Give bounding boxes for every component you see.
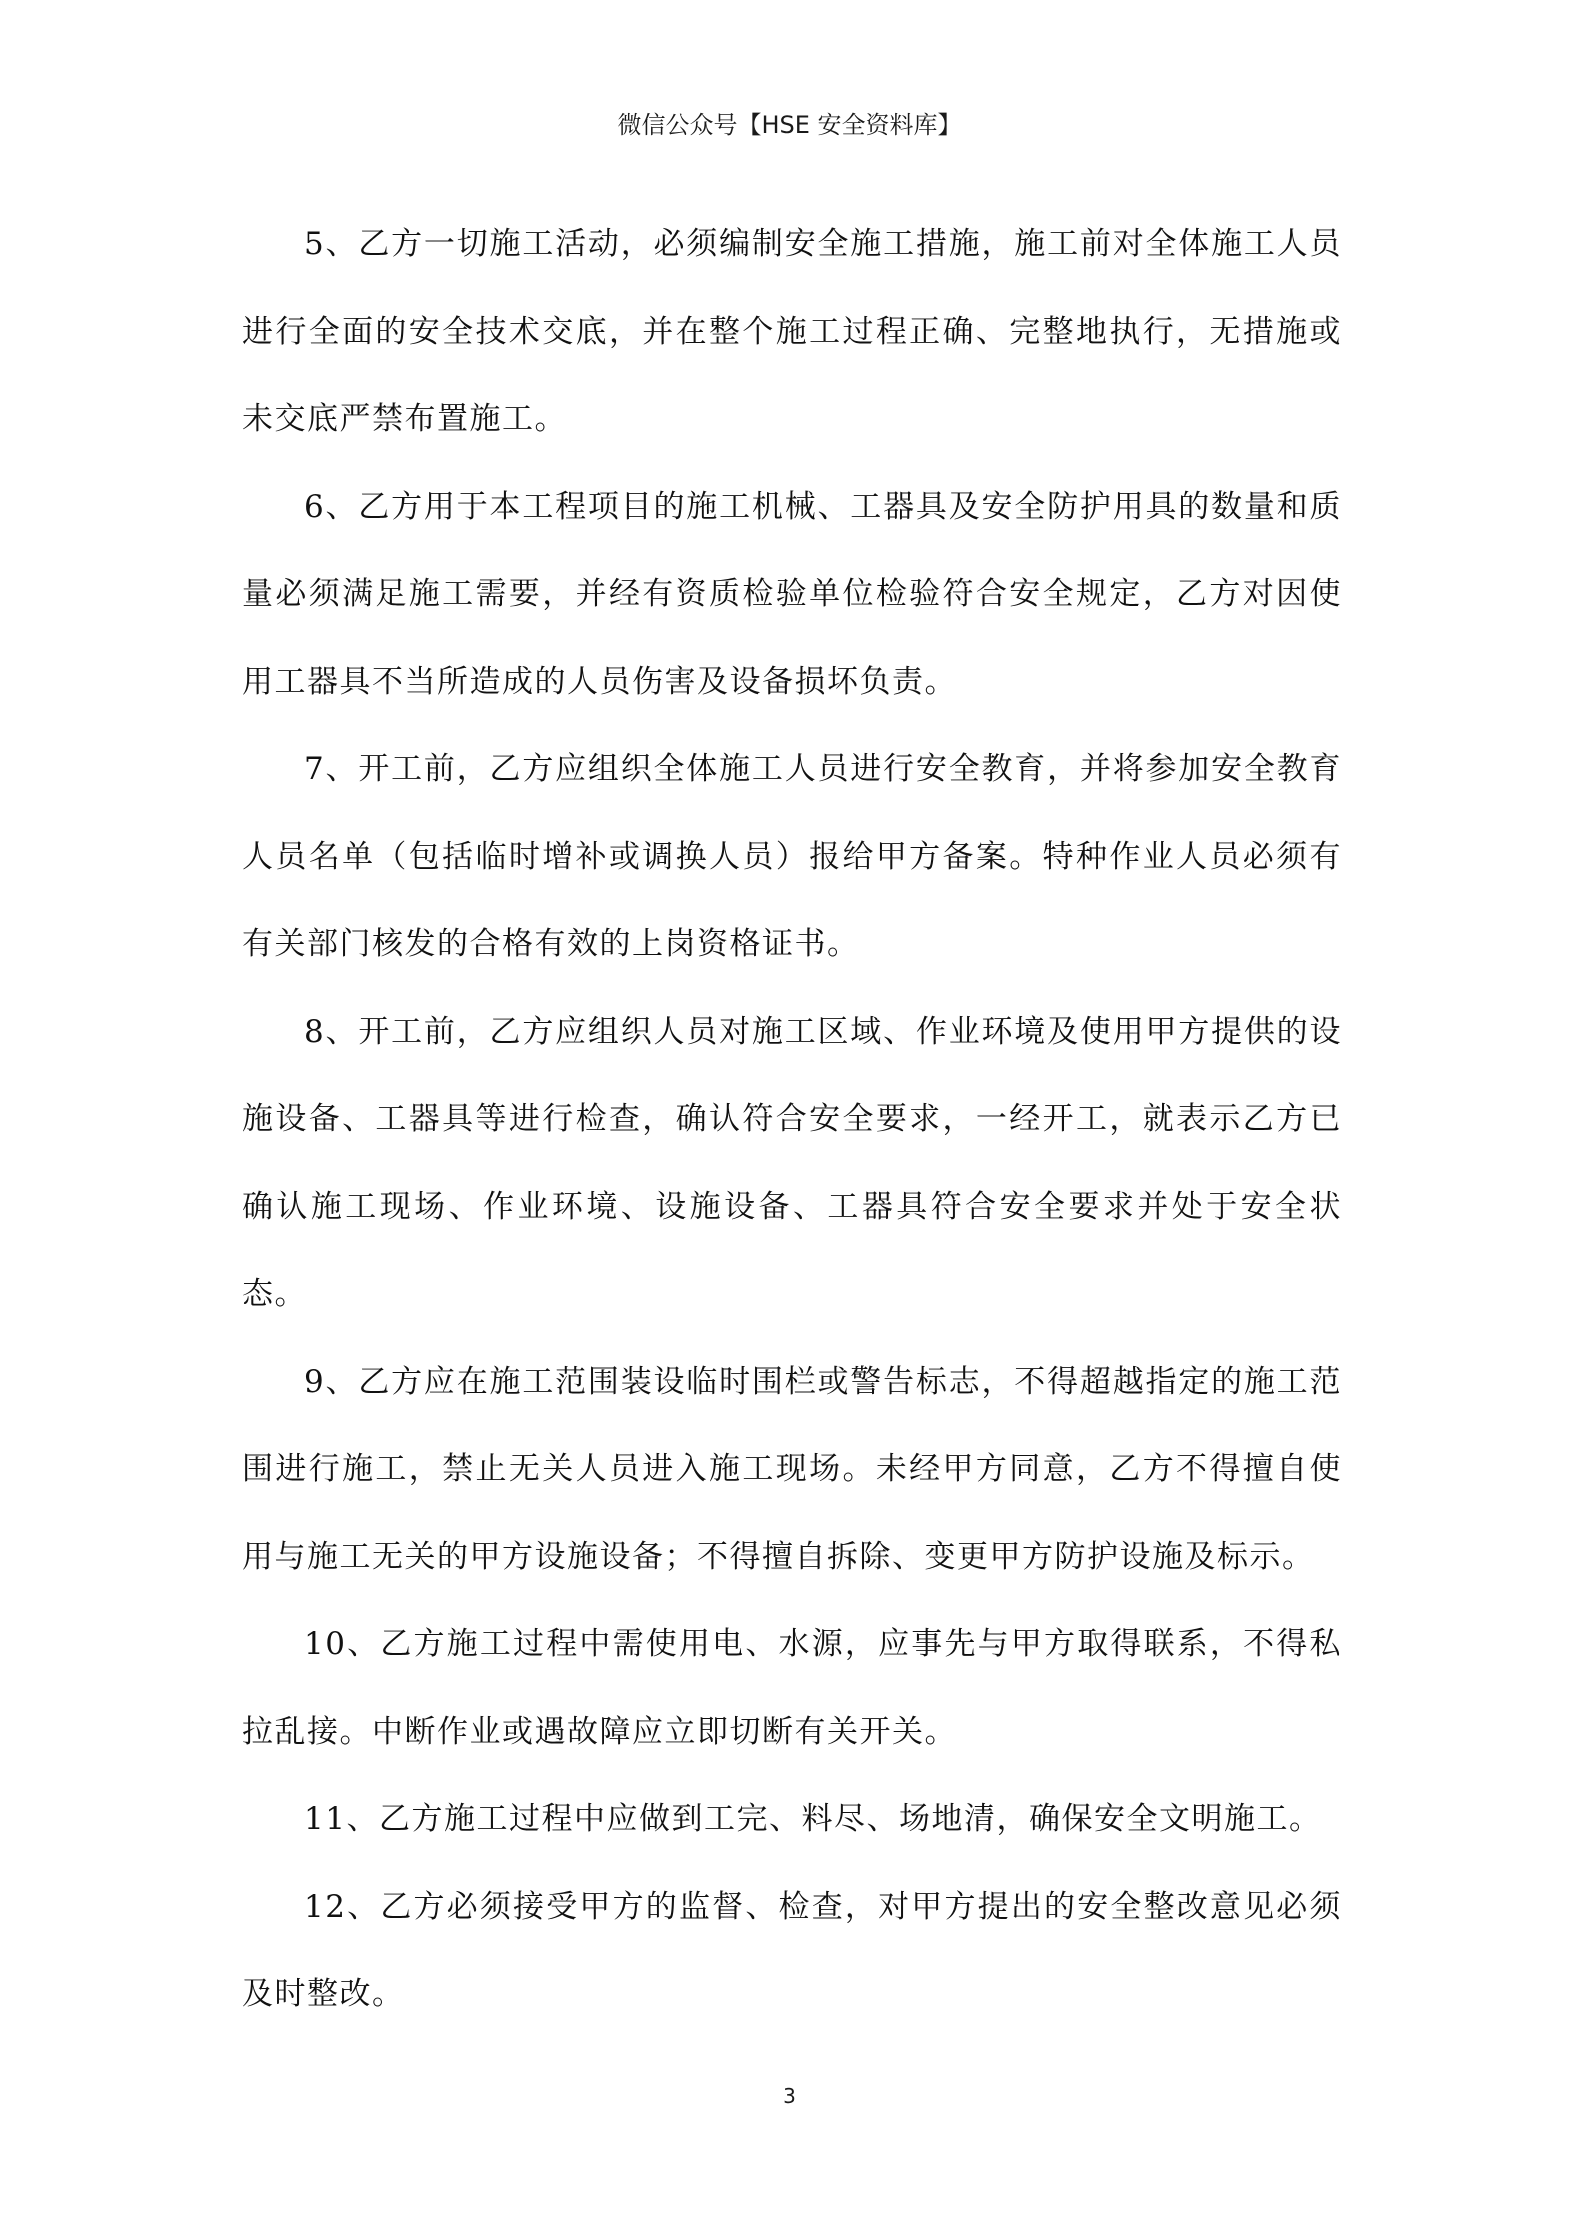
clause-6: 6、乙方用于本工程项目的施工机械、工器具及安全防护用具的数量和质量必须满足施工需要，并经有资质检验单位检验符合安全规定，乙方对因使用工器具不当所造成的人员伤害及设备损坏负责。 [242,488,1342,700]
clause-7: 7、开工前，乙方应组织全体施工人员进行安全教育，并将参加安全教育人员名单（包括临时增补或调换人员）报给甲方备案。特种作业人员必须有有关部门核发的合格有效的上岗资格证书。 [242,751,1342,962]
document-body [242,201,1342,2039]
clause-9: 9、乙方应在施工范围装设临时围栏或警告标志，不得超越指定的施工范围进行施工，禁止无关人员进入施工现场。未经甲方同意，乙方不得擅自使用与施工无关的甲方设施设备；不得擅自拆除、变更甲方防护设施及标示。 [242,1363,1342,1575]
clause-10: 10、乙方施工过程中需使用电、水源，应事先与甲方取得联系，不得私拉乱接。中断作业或遇故障应立即切断有关开关。 [242,1626,1342,1750]
clause-8: 8、开工前，乙方应组织人员对施工区域、作业环境及使用甲方提供的设施设备、工器具等进行检查，确认符合安全要求，一经开工，就表示乙方已确认施工现场、作业环境、设施设备、工器具符合安全要求并处于安全状态。 [242,1013,1342,1312]
clause-12: 12、乙方必须接受甲方的监督、检查，对甲方提出的安全整改意见必须及时整改。 [242,1888,1342,2012]
page-number: 3 [783,2084,796,2108]
clause-11: 11、乙方施工过程中应做到工完、料尽、场地清，确保安全文明施工。 [304,1801,1322,1837]
page-header: 微信公众号【HSE 安全资料库】 [617,111,962,139]
clause-5: 5、乙方一切施工活动，必须编制安全施工措施，施工前对全体施工人员进行全面的安全技术交底，并在整个施工过程正确、完整地执行，无措施或未交底严禁布置施工。 [242,226,1342,437]
